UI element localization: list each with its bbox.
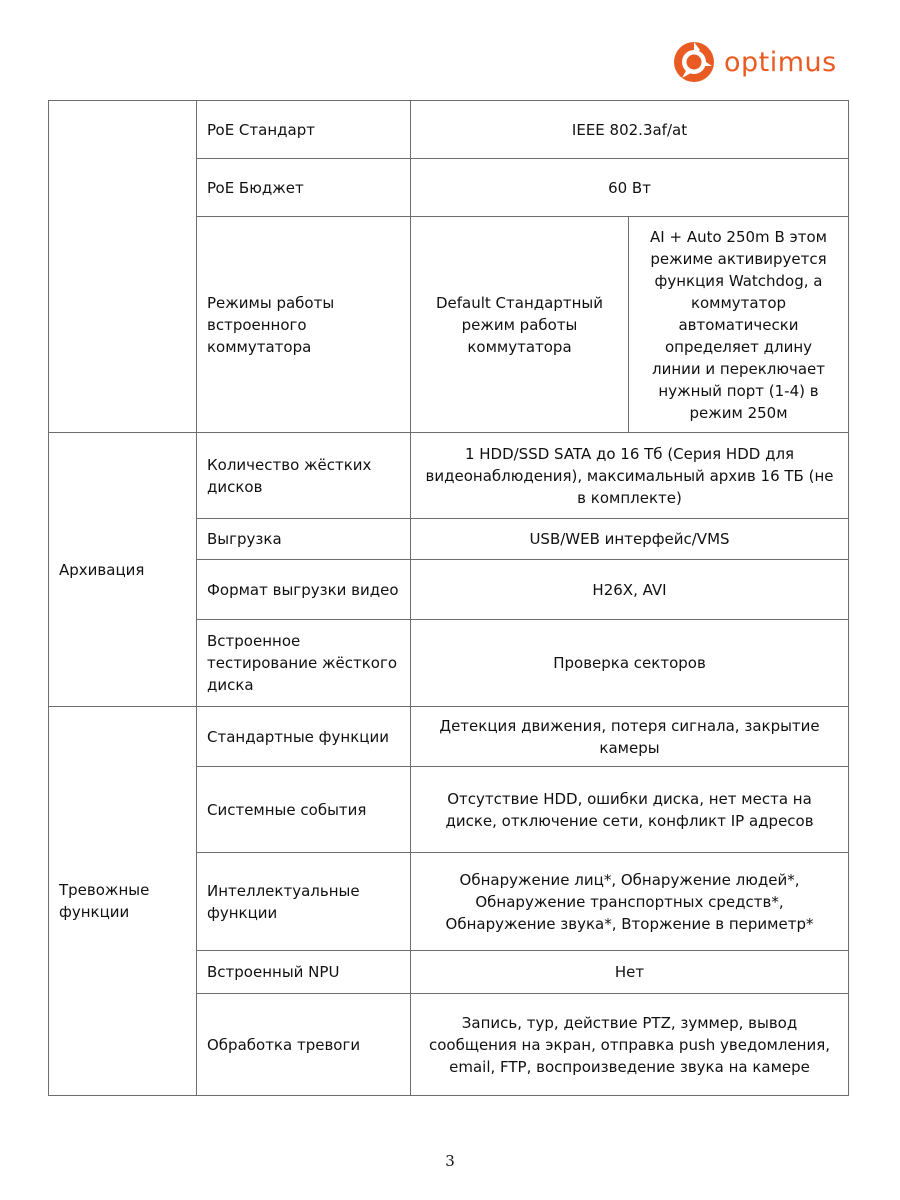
param-cell: Обработка тревоги bbox=[197, 994, 411, 1096]
param-cell: Режимы работы встроенного коммутатора bbox=[197, 217, 411, 433]
value-cell: 60 Вт bbox=[411, 159, 849, 217]
value-cell: IEEE 802.3af/at bbox=[411, 101, 849, 159]
value-cell: Отсутствие HDD, ошибки диска, нет места на диске, отключение сети, конфликт IP адресов bbox=[411, 767, 849, 853]
page-number: 3 bbox=[445, 1152, 455, 1170]
param-cell: Встроенное тестирование жёсткого диска bbox=[197, 620, 411, 707]
param-cell: Выгрузка bbox=[197, 519, 411, 560]
value-cell: Проверка секторов bbox=[411, 620, 849, 707]
param-cell: Системные события bbox=[197, 767, 411, 853]
value-cell: 1 HDD/SSD SATA до 16 Тб (Серия HDD для видеонаблюдения), максимальный архив 16 ТБ (не в комплекте) bbox=[411, 433, 849, 519]
table-row bbox=[49, 433, 849, 519]
value-cell: Нет bbox=[411, 951, 849, 994]
table-row bbox=[49, 101, 849, 159]
param-cell: Стандартные функции bbox=[197, 707, 411, 767]
param-cell: PoE Стандарт bbox=[197, 101, 411, 159]
param-cell: Встроенный NPU bbox=[197, 951, 411, 994]
value-cell: USB/WEB интерфейс/VMS bbox=[411, 519, 849, 560]
value-cell-mode-default: Default Стандартный режим работы коммутатора bbox=[411, 217, 629, 433]
group-cell-archiving: Архивация bbox=[49, 433, 197, 707]
value-cell: Детекция движения, потеря сигнала, закрытие камеры bbox=[411, 707, 849, 767]
value-cell: H26X, AVI bbox=[411, 560, 849, 620]
param-cell: Количество жёстких дисков bbox=[197, 433, 411, 519]
brand-name: optimus bbox=[724, 46, 837, 78]
brand-logo bbox=[672, 40, 837, 84]
param-cell: PoE Бюджет bbox=[197, 159, 411, 217]
optimus-logo-icon bbox=[672, 40, 716, 84]
param-cell: Интеллектуальные функции bbox=[197, 853, 411, 951]
group-cell-empty bbox=[49, 101, 197, 433]
group-cell-alarm: Тревожные функции bbox=[49, 707, 197, 1096]
spec-table bbox=[48, 100, 849, 1096]
table-row bbox=[49, 707, 849, 767]
value-cell-mode-ai-auto: AI + Auto 250m В этом режиме активируется функция Watchdog, а коммутатор автоматически определяет длину линии и переключает нужный порт (1-4) в режим 250м bbox=[629, 217, 849, 433]
param-cell: Формат выгрузки видео bbox=[197, 560, 411, 620]
value-cell: Обнаружение лиц*, Обнаружение людей*, Обнаружение транспортных средств*, Обнаружение звука*, Вторжение в периметр* bbox=[411, 853, 849, 951]
value-cell: Запись, тур, действие PTZ, зуммер, вывод сообщения на экран, отправка push уведомления, email, FTP, воспроизведение звука на камере bbox=[411, 994, 849, 1096]
